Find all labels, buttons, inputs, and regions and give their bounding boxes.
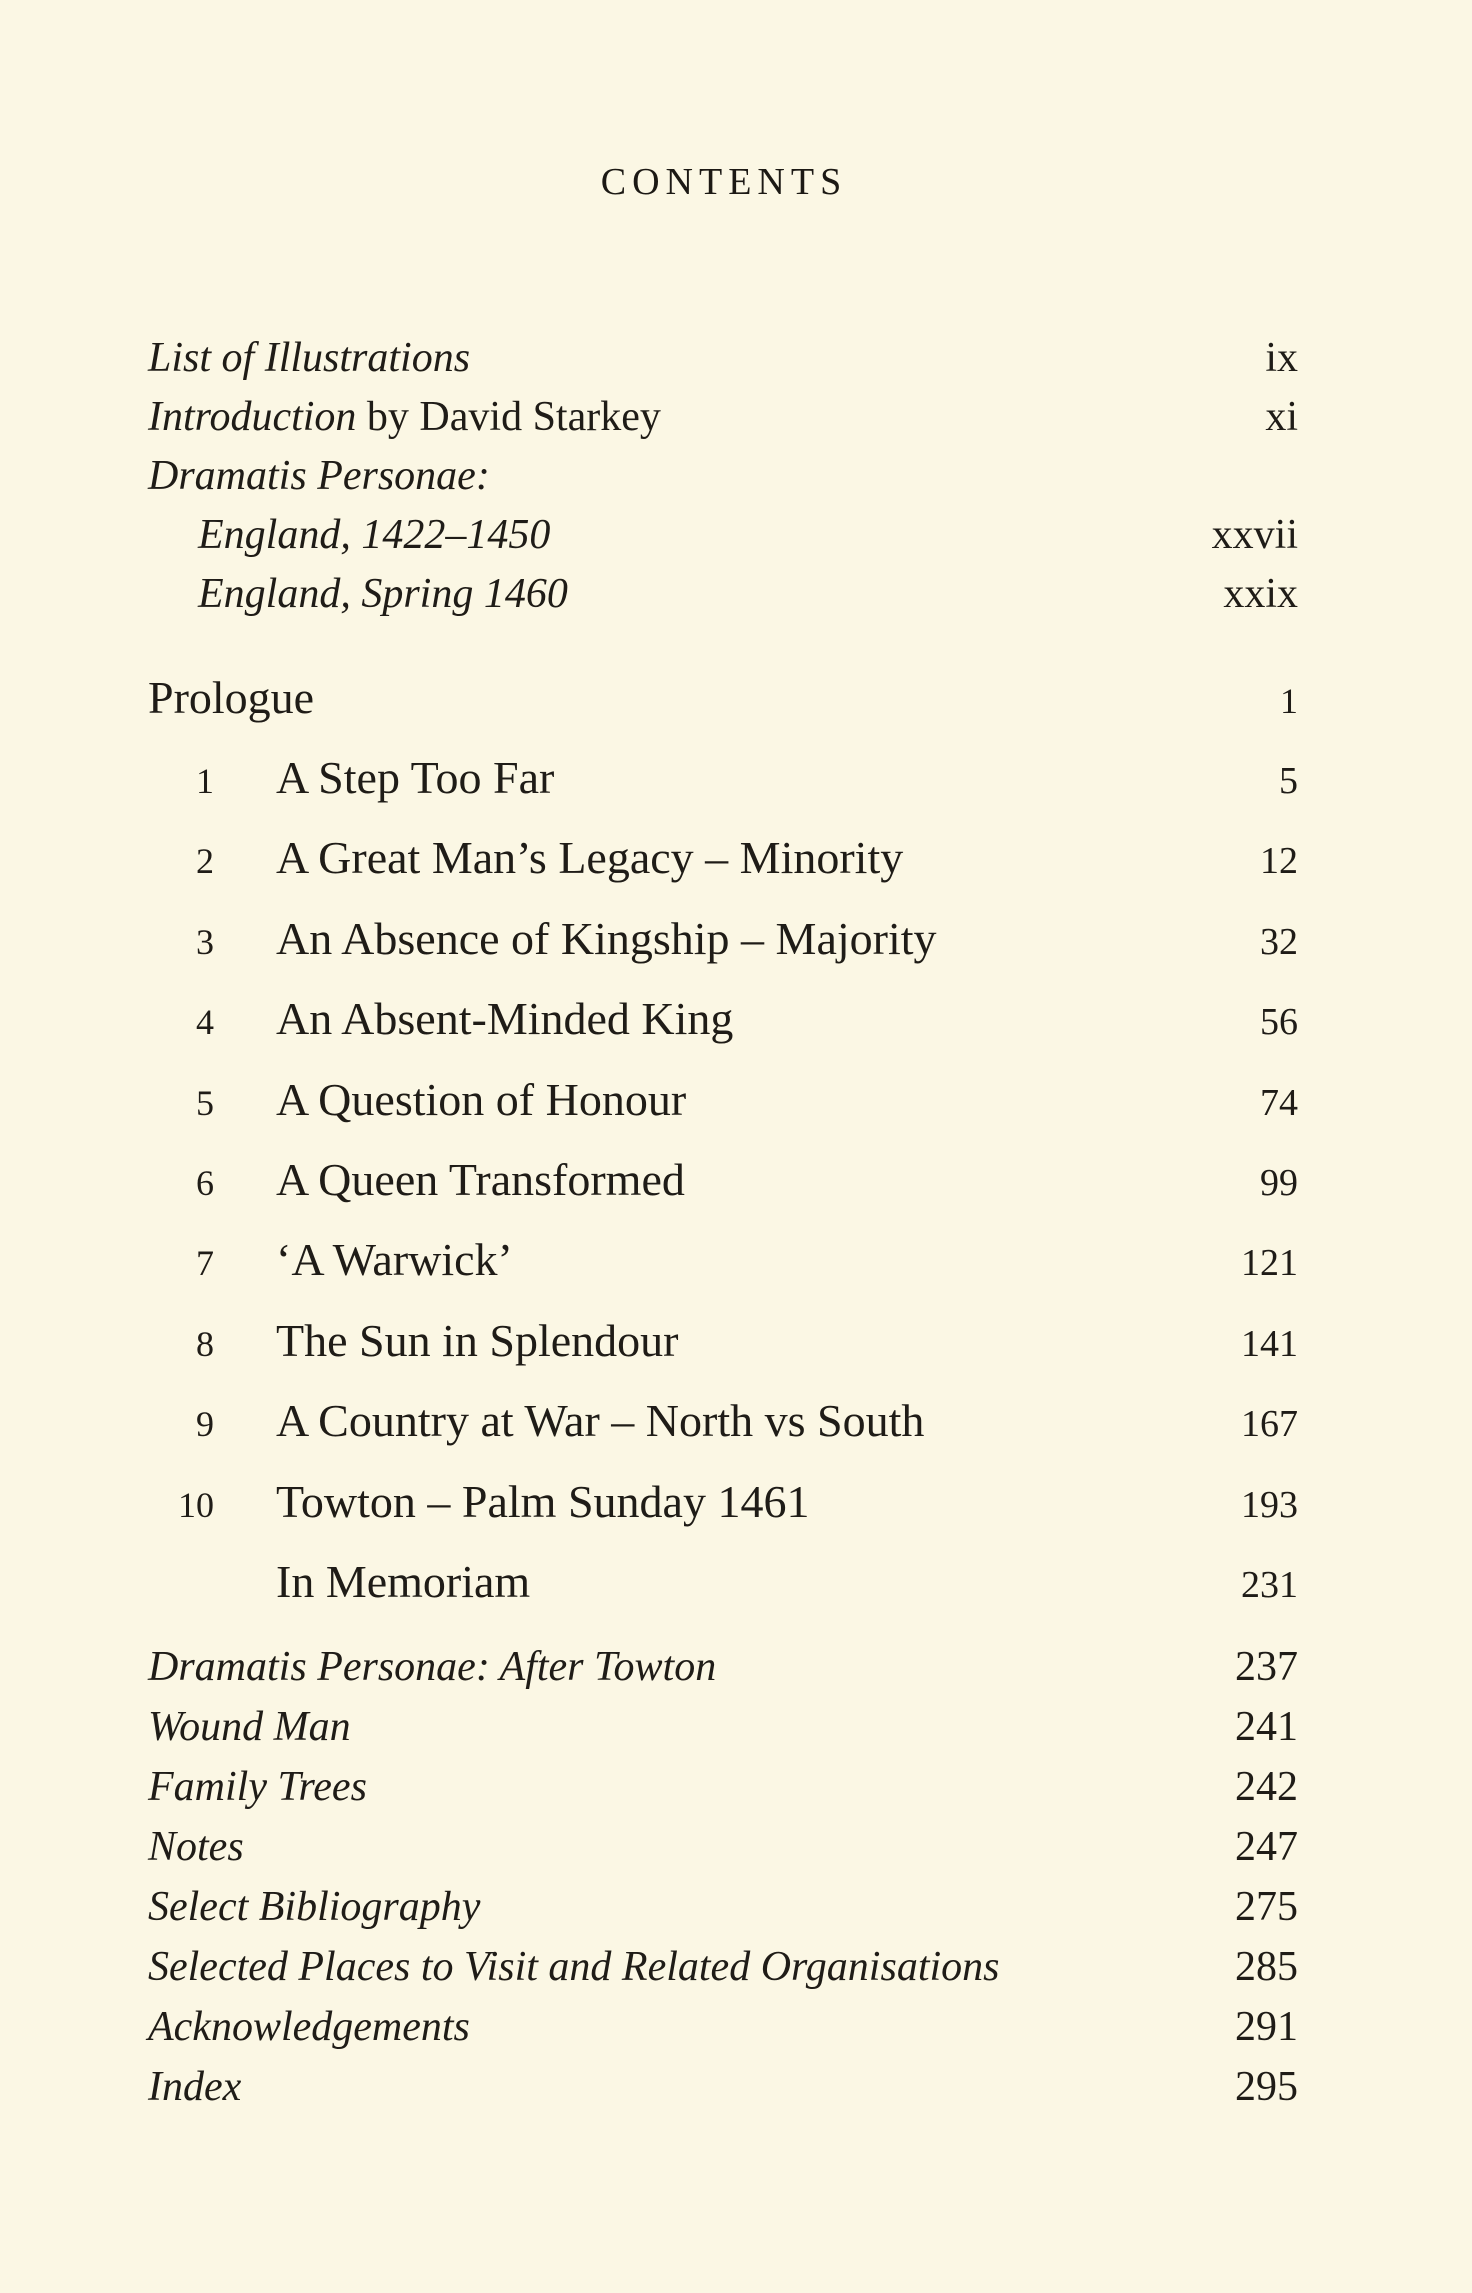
entry-title: Selected Places to Visit and Related Organisations (148, 1944, 1000, 1990)
chapter-number: 3 (196, 922, 214, 962)
toc-chapter-6 (148, 1153, 1298, 1206)
toc-chapter-9 (148, 1394, 1298, 1447)
entry-title: Select Bibliography (148, 1884, 481, 1930)
toc-entry-notes (148, 1823, 1298, 1871)
entry-title: England, 1422–1450 (198, 512, 551, 558)
entry-title: The Sun in Splendour (276, 1315, 679, 1366)
chapter-number: 1 (196, 761, 214, 801)
entry-title: A Great Man’s Legacy – Minority (276, 832, 904, 883)
entry-title: Dramatis Personae: After Towton (148, 1644, 717, 1690)
toc-entry-england-1460 (198, 570, 1298, 618)
entry-title: A Step Too Far (276, 752, 555, 803)
toc-entry-select-bibliography (148, 1883, 1298, 1931)
entry-title: Acknowledgements (148, 2004, 470, 2050)
entry-title: A Country at War – North vs South (276, 1395, 925, 1446)
entry-title: In Memoriam (276, 1556, 531, 1607)
toc-chapter-1 (148, 751, 1298, 804)
entry-page: 167 (1241, 1403, 1298, 1445)
chapter-number: 10 (178, 1485, 214, 1525)
toc-entry-places-to-visit (148, 1943, 1298, 1991)
entry-page: 56 (1260, 1001, 1298, 1043)
chapter-number: 8 (196, 1324, 214, 1364)
toc-entry-in-memoriam (148, 1555, 1298, 1608)
entry-title: England, Spring 1460 (198, 571, 568, 617)
entry-page: 231 (1241, 1564, 1298, 1606)
entry-page: 141 (1241, 1323, 1298, 1365)
toc-chapter-4 (148, 992, 1298, 1045)
toc-chapter-3 (148, 912, 1298, 965)
chapter-number: 7 (196, 1243, 214, 1283)
entry-title: Wound Man (148, 1704, 351, 1750)
entry-title: Introduction (148, 394, 357, 440)
entry-page: xxvii (1211, 512, 1298, 558)
toc-entry-index (148, 2063, 1298, 2111)
entry-page: 193 (1241, 1484, 1298, 1526)
entry-page: 74 (1260, 1082, 1298, 1124)
entry-title: ‘A Warwick’ (276, 1234, 513, 1285)
toc-chapter-2 (148, 831, 1298, 884)
chapter-number: 4 (196, 1002, 214, 1042)
entry-title: Index (148, 2064, 242, 2110)
entry-page: xi (1265, 394, 1298, 440)
entry-title: Notes (148, 1824, 244, 1870)
chapter-number: 9 (196, 1404, 214, 1444)
toc-chapter-5 (148, 1073, 1298, 1126)
entry-title: An Absent-Minded King (276, 993, 734, 1044)
entry-page: 275 (1235, 1884, 1298, 1930)
toc-entry-family-trees (148, 1763, 1298, 1811)
page-title: CONTENTS (600, 161, 848, 203)
entry-page: 121 (1241, 1242, 1298, 1284)
entry-page: ix (1265, 335, 1298, 381)
toc-entry-prologue (148, 671, 1298, 724)
entry-page: 5 (1279, 760, 1298, 802)
entry-page: 237 (1235, 1644, 1298, 1690)
entry-title: A Question of Honour (276, 1074, 687, 1125)
entry-title: Prologue (148, 672, 315, 723)
entry-page: 285 (1235, 1944, 1298, 1990)
entry-page: 32 (1260, 921, 1298, 963)
toc-entry-england-1422 (198, 511, 1298, 559)
toc-chapter-8 (148, 1314, 1298, 1367)
toc-chapter-10 (148, 1475, 1298, 1528)
toc-entry-list-of-illustrations (148, 334, 1298, 382)
entry-title: A Queen Transformed (276, 1154, 685, 1205)
entry-page: 242 (1235, 1764, 1298, 1810)
entry-page: 291 (1235, 2004, 1298, 2050)
toc-entry-dramatis-personae (148, 452, 1298, 500)
entry-title: An Absence of Kingship – Majority (276, 913, 937, 964)
entry-page: xxix (1223, 571, 1298, 617)
toc-entry-wound-man (148, 1703, 1298, 1751)
toc-entry-acknowledgements (148, 2003, 1298, 2051)
entry-suffix: by David Starkey (356, 394, 661, 440)
entry-page: 295 (1235, 2064, 1298, 2110)
entry-title: Dramatis Personae: (148, 453, 490, 499)
chapter-number: 5 (196, 1083, 214, 1123)
entry-title: List of Illustrations (148, 335, 471, 381)
toc-chapter-7 (148, 1233, 1298, 1286)
entry-page: 12 (1260, 840, 1298, 882)
entry-page: 99 (1260, 1162, 1298, 1204)
entry-title: Towton – Palm Sunday 1461 (276, 1476, 810, 1527)
entry-page: 1 (1280, 681, 1298, 721)
toc-entry-introduction (148, 393, 1298, 441)
toc-entry-dramatis-after-towton (148, 1643, 1298, 1691)
entry-page: 247 (1235, 1824, 1298, 1870)
entry-title: Family Trees (148, 1764, 367, 1810)
chapter-number: 2 (196, 841, 214, 881)
entry-page: 241 (1235, 1704, 1298, 1750)
chapter-number: 6 (196, 1163, 214, 1203)
